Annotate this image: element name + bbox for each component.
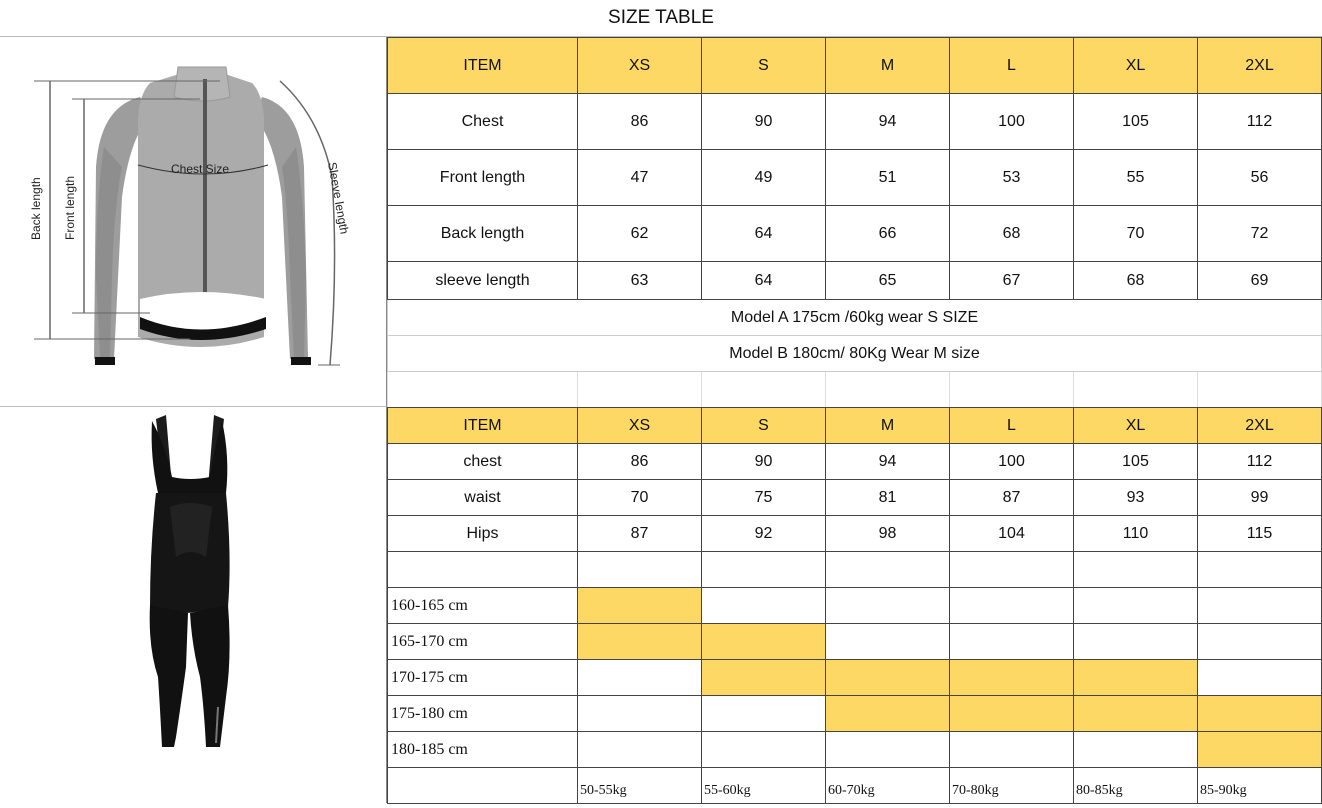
jacket-illustration-panel (0, 37, 387, 407)
cell-value: 47 (578, 150, 702, 206)
cell-value: 68 (1074, 262, 1198, 300)
cell-value: 53 (950, 150, 1074, 206)
header-item: ITEM (388, 408, 578, 444)
fit-cell (702, 624, 826, 660)
cell-value: 110 (1074, 516, 1198, 552)
cell-value: 105 (1074, 444, 1198, 480)
cell-value: 75 (702, 480, 826, 516)
fit-cell (826, 588, 950, 624)
row-label: Hips (388, 516, 578, 552)
cell-value: 86 (578, 444, 702, 480)
cell-value: 56 (1198, 150, 1322, 206)
cell-value: 70 (1074, 206, 1198, 262)
fit-cell (1198, 696, 1322, 732)
cell-value: 112 (1198, 94, 1322, 150)
height-row (388, 624, 1322, 660)
cell-value: 87 (950, 480, 1074, 516)
fit-cell (1074, 588, 1198, 624)
fit-cell (1198, 660, 1322, 696)
cell-value: 65 (826, 262, 950, 300)
header-item: ITEM (388, 38, 578, 94)
header-size: XS (578, 408, 702, 444)
jacket-right-cuff (291, 357, 311, 365)
table-row (388, 444, 1322, 480)
header-size: XS (578, 38, 702, 94)
table-row (388, 94, 1322, 150)
fit-cell (578, 696, 702, 732)
table-row (388, 480, 1322, 516)
cell-value: 99 (1198, 480, 1322, 516)
cell-value: 72 (1198, 206, 1322, 262)
fit-cell (826, 624, 950, 660)
cell-value: 105 (1074, 94, 1198, 150)
fit-cell (826, 660, 950, 696)
cell-value: 100 (950, 94, 1074, 150)
cell-value: 90 (702, 94, 826, 150)
bib-table-header (388, 408, 1322, 444)
jacket-left-cuff (95, 357, 115, 365)
header-size: 2XL (1198, 38, 1322, 94)
fit-cell (1074, 732, 1198, 768)
cell-value: 81 (826, 480, 950, 516)
cell-value: 66 (826, 206, 950, 262)
bib-size-table (387, 407, 1322, 804)
fit-cell (1074, 696, 1198, 732)
row-label: Back length (388, 206, 578, 262)
height-label: 175-180 cm (388, 696, 578, 732)
cell-value: 94 (826, 444, 950, 480)
fit-cell (578, 624, 702, 660)
header-size: L (950, 38, 1074, 94)
fit-cell (950, 624, 1074, 660)
weight-label: 80-85kg (1074, 768, 1198, 804)
weight-label: 55-60kg (702, 768, 826, 804)
cell-value: 112 (1198, 444, 1322, 480)
fit-cell (578, 660, 702, 696)
weight-label: 70-80kg (950, 768, 1074, 804)
cell-value: 86 (578, 94, 702, 150)
header-size: S (702, 408, 826, 444)
row-label: waist (388, 480, 578, 516)
model-note: Model A 175cm /60kg wear S SIZE (388, 300, 1322, 336)
cell-value: 68 (950, 206, 1074, 262)
cell-value: 94 (826, 94, 950, 150)
weight-row (388, 768, 1322, 804)
spacer-row (388, 552, 1322, 588)
cell-value: 64 (702, 206, 826, 262)
bib-tights-illustration-panel (0, 407, 387, 803)
fit-cell (950, 732, 1074, 768)
fit-cell (702, 696, 826, 732)
table-row (388, 262, 1322, 300)
header-size: M (826, 38, 950, 94)
model-note-row (388, 300, 1322, 336)
height-label: 170-175 cm (388, 660, 578, 696)
jacket-collar (174, 67, 230, 101)
cell-value: 100 (950, 444, 1074, 480)
height-row (388, 588, 1322, 624)
jacket-size-table (387, 37, 1322, 408)
cell-value: 62 (578, 206, 702, 262)
header-size: 2XL (1198, 408, 1322, 444)
table-row (388, 516, 1322, 552)
bib-right-leg (190, 605, 230, 747)
fit-cell (1074, 660, 1198, 696)
fit-cell (702, 660, 826, 696)
cell-value: 70 (578, 480, 702, 516)
fit-cell (702, 732, 826, 768)
height-row (388, 660, 1322, 696)
cell-value: 93 (1074, 480, 1198, 516)
sleeve-length-label: Sleeve length (325, 161, 352, 236)
fit-cell (702, 588, 826, 624)
weight-label: 50-55kg (578, 768, 702, 804)
weight-label: 85-90kg (1198, 768, 1322, 804)
fit-cell (826, 732, 950, 768)
model-note-row (388, 336, 1322, 372)
size-table-title: SIZE TABLE (0, 0, 1322, 37)
cell-value: 87 (578, 516, 702, 552)
jacket-table-header (388, 38, 1322, 94)
front-length-label: Front length (63, 175, 77, 240)
fit-cell (578, 732, 702, 768)
weight-label: 60-70kg (826, 768, 950, 804)
cell-value: 51 (826, 150, 950, 206)
model-note: Model B 180cm/ 80Kg Wear M size (388, 336, 1322, 372)
fit-cell (950, 660, 1074, 696)
row-label: sleeve length (388, 262, 578, 300)
cell-value: 92 (702, 516, 826, 552)
header-size: S (702, 38, 826, 94)
cell-value: 55 (1074, 150, 1198, 206)
fit-cell (1198, 624, 1322, 660)
fit-cell (826, 696, 950, 732)
table-row (388, 206, 1322, 262)
cell-value: 98 (826, 516, 950, 552)
spacer-row (388, 372, 1322, 408)
fit-cell (1198, 588, 1322, 624)
header-size: XL (1074, 38, 1198, 94)
cell-value: 90 (702, 444, 826, 480)
cell-value: 63 (578, 262, 702, 300)
row-label: chest (388, 444, 578, 480)
fit-cell (950, 588, 1074, 624)
cell-value: 64 (702, 262, 826, 300)
height-label: 165-170 cm (388, 624, 578, 660)
header-size: L (950, 408, 1074, 444)
fit-cell (950, 696, 1074, 732)
chest-size-label: Chest Size (171, 162, 230, 176)
cell-value: 49 (702, 150, 826, 206)
fit-cell (1198, 732, 1322, 768)
row-label: Chest (388, 94, 578, 150)
bib-tights-illustration (0, 407, 386, 803)
header-size: M (826, 408, 950, 444)
cell-value: 104 (950, 516, 1074, 552)
height-row (388, 732, 1322, 768)
height-label: 160-165 cm (388, 588, 578, 624)
fit-cell (578, 588, 702, 624)
header-size: XL (1074, 408, 1198, 444)
table-row (388, 150, 1322, 206)
height-label: 180-185 cm (388, 732, 578, 768)
cell-value: 69 (1198, 262, 1322, 300)
back-length-label: Back length (29, 177, 43, 240)
fit-cell (1074, 624, 1198, 660)
height-row (388, 696, 1322, 732)
cell-value: 67 (950, 262, 1074, 300)
jacket-illustration (0, 37, 386, 406)
bib-left-leg (150, 605, 188, 747)
cell-value: 115 (1198, 516, 1322, 552)
row-label: Front length (388, 150, 578, 206)
